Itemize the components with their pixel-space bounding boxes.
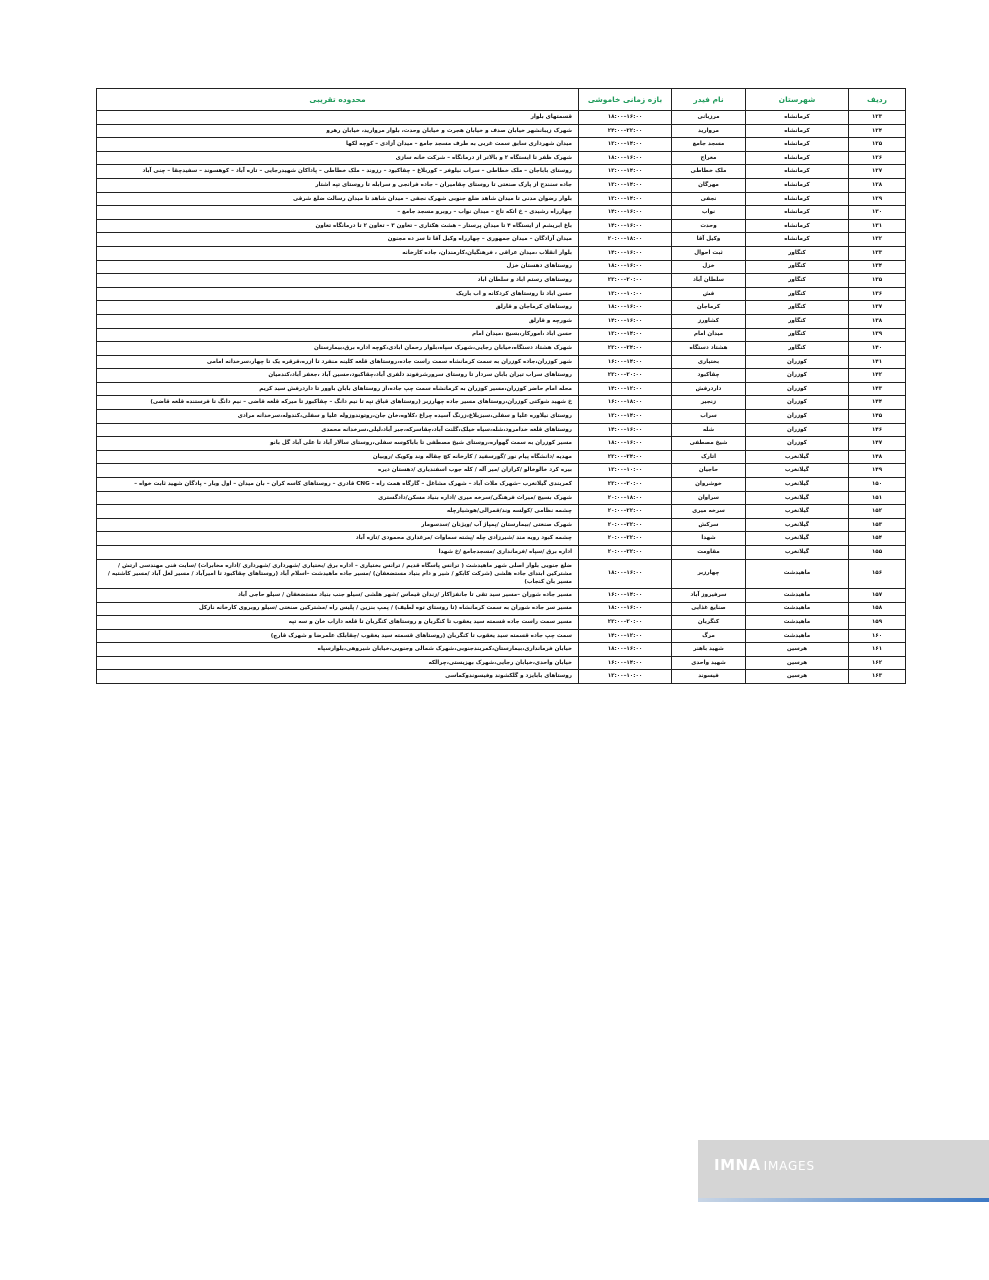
- row-number-cell: ۱۳۱: [849, 219, 906, 233]
- feeder-cell: سراوان: [672, 491, 746, 505]
- feeder-cell: شهید باهنر: [672, 643, 746, 657]
- table-row: [97, 274, 906, 288]
- time-range-cell: ۲۰:۰۰–۲۲:۰۰: [579, 274, 672, 288]
- feeder-cell: کنگربان: [672, 616, 746, 630]
- feeder-cell: مهرگان: [672, 178, 746, 192]
- time-range-cell: ۱۰:۰۰–۱۲:۰۰: [579, 670, 672, 684]
- feeder-cell: سلطان آباد: [672, 274, 746, 288]
- city-cell: کوزران: [746, 437, 849, 451]
- time-range-cell: ۱۰:۰۰–۱۲:۰۰: [579, 287, 672, 301]
- table-row: [97, 450, 906, 464]
- row-number-cell: ۱۲۷: [849, 165, 906, 179]
- city-cell: کنگاور: [746, 328, 849, 342]
- table-row: [97, 629, 906, 643]
- city-cell: گیلانغرب: [746, 450, 849, 464]
- feeder-cell: وحدت: [672, 219, 746, 233]
- row-number-cell: ۱۶۲: [849, 656, 906, 670]
- city-cell: کرمانشاه: [746, 138, 849, 152]
- feeder-cell: صنایع غذایی: [672, 602, 746, 616]
- row-number-cell: ۱۶۰: [849, 629, 906, 643]
- feeder-cell: هشتاد دستگاه: [672, 342, 746, 356]
- city-cell: کرمانشاه: [746, 124, 849, 138]
- time-range-cell: ۱۶:۰۰–۱۸:۰۰: [579, 111, 672, 125]
- row-number-cell: ۱۵۷: [849, 588, 906, 602]
- feeder-cell: ثبت احوال: [672, 246, 746, 260]
- city-cell: کنگاور: [746, 274, 849, 288]
- table-row: [97, 314, 906, 328]
- area-cell: شورچه و قارلق: [97, 314, 579, 328]
- time-range-cell: ۱۲:۰۰–۱۴:۰۰: [579, 629, 672, 643]
- feeder-cell: بختیاری: [672, 355, 746, 369]
- feeder-cell: خوشروان: [672, 478, 746, 492]
- area-cell: میدان شهرداری سابق سمت غربی به طرف مسجد جامع – میدان آزادی – کوچه لکها: [97, 138, 579, 152]
- time-range-cell: ۱۴:۰۰–۱۶:۰۰: [579, 588, 672, 602]
- table-row: [97, 355, 906, 369]
- time-range-cell: ۱۲:۰۰–۱۴:۰۰: [579, 382, 672, 396]
- area-cell: چشمه نظامی /کولسه وند/قمرالی/هوشیارچله: [97, 505, 579, 519]
- time-range-cell: ۱۶:۰۰–۱۸:۰۰: [579, 559, 672, 588]
- time-range-cell: ۲۴:۰۰–۲۲:۰۰: [579, 342, 672, 356]
- feeder-cell: نجفی: [672, 192, 746, 206]
- city-cell: گیلانغرب: [746, 532, 849, 546]
- area-cell: کمربندی گیلانغرب –شهرک ملات آباد – شهرک مشاغل – گارگاه همت راه – CNG قادری – روستاهای کاسه کران – بان میدان – اول وبار – پادگان شهید ثابت خواه –: [97, 478, 579, 492]
- feeder-cell: فش: [672, 287, 746, 301]
- feeder-cell: شیخ مصطفی: [672, 437, 746, 451]
- feeder-cell: زنجیر: [672, 396, 746, 410]
- area-cell: حسن اباد ،امورکار،بسیج ،میدان امام: [97, 328, 579, 342]
- city-cell: کرمانشاه: [746, 219, 849, 233]
- area-cell: بلوار رضوان مدنی تا میدان شاهد ضلع جنوبی شهرک نجفی – میدان شاهد تا میدان رسالت ضلع شرقی: [97, 192, 579, 206]
- table-row: [97, 410, 906, 424]
- feeder-cell: چهارزبر: [672, 559, 746, 588]
- city-cell: گیلانغرب: [746, 478, 849, 492]
- table-row: [97, 396, 906, 410]
- city-cell: کرمانشاه: [746, 178, 849, 192]
- city-cell: کنگاور: [746, 342, 849, 356]
- header-feeder: نام فیدر: [672, 89, 746, 111]
- table-row: [97, 369, 906, 383]
- time-range-cell: ۱۴:۰۰–۱۶:۰۰: [579, 355, 672, 369]
- table-row: [97, 491, 906, 505]
- time-range-cell: ۱۴:۰۰–۱۲:۰۰: [579, 165, 672, 179]
- time-range-cell: ۱۶:۰۰–۱۸:۰۰: [579, 151, 672, 165]
- feeder-cell: شله: [672, 423, 746, 437]
- city-cell: گیلانغرب: [746, 505, 849, 519]
- area-cell: اداره برق /سپاه /فرمانداری /مسجدجامع /خ شهدا: [97, 546, 579, 560]
- row-number-cell: ۱۶۳: [849, 670, 906, 684]
- feeder-cell: معراج: [672, 151, 746, 165]
- time-range-cell: ۲۲:۰۰–۲۰:۰۰: [579, 546, 672, 560]
- row-number-cell: ۱۴۹: [849, 464, 906, 478]
- city-cell: کوزران: [746, 355, 849, 369]
- time-range-cell: ۲۴:۰۰–۲۲:۰۰: [579, 450, 672, 464]
- feeder-cell: کشاورز: [672, 314, 746, 328]
- row-number-cell: ۱۵۳: [849, 518, 906, 532]
- area-cell: بیره کرد خالوخالو /کرازان /میر آله / کله جوب اسفندیاری /دهستان دیره: [97, 464, 579, 478]
- time-range-cell: ۲۰:۰۰–۲۲:۰۰: [579, 369, 672, 383]
- table-row: [97, 478, 906, 492]
- row-number-cell: ۱۲۳: [849, 111, 906, 125]
- time-range-cell: ۱۴:۰۰–۱۲:۰۰: [579, 410, 672, 424]
- area-cell: محله امام حاضر کوزران،مسیر کوزران به کرمانشاه سمت چپ جاده،از روستاهای بابان باوور تا داردرفش سید کریم: [97, 382, 579, 396]
- row-number-cell: ۱۳۳: [849, 246, 906, 260]
- row-number-cell: ۱۲۸: [849, 178, 906, 192]
- time-range-cell: ۱۶:۰۰–۱۸:۰۰: [579, 260, 672, 274]
- area-cell: سمت چپ جاده قسمته سید یعقوب تا کنگربان (روستاهای قسمته سید یعقوب /چقابلک علمرضا و شهرک قارچ): [97, 629, 579, 643]
- row-number-cell: ۱۳۰: [849, 206, 906, 220]
- area-cell: روستای نیلاوره علیا و سفلی،سبزبلاغ،زرنگ آسیده چراغ ،کلاوه،خان جان،روتوندوزوله علیا و سفلی،کندوله،سرخدانه مرادی: [97, 410, 579, 424]
- table-row: [97, 602, 906, 616]
- city-cell: هرسین: [746, 656, 849, 670]
- row-number-cell: ۱۴۲: [849, 369, 906, 383]
- table-row: [97, 670, 906, 684]
- time-range-cell: ۲۲:۰۰–۲۴:۰۰: [579, 124, 672, 138]
- row-number-cell: ۱۴۱: [849, 355, 906, 369]
- row-number-cell: ۱۵۸: [849, 602, 906, 616]
- area-cell: شهر کوزران،جاده کوزران به سمت کرمانشاه سمت راست جاده،روستاهای قلعه کلینه منفرد تا ازره،قرقره یک تا چهار،سرخدانه امامی: [97, 355, 579, 369]
- feeder-cell: اتارک: [672, 450, 746, 464]
- city-cell: کنگاور: [746, 287, 849, 301]
- feeder-cell: مروارید: [672, 124, 746, 138]
- row-number-cell: ۱۳۴: [849, 260, 906, 274]
- area-cell: چهارراه رشیدی – خ اتکه تاج – میدان نواب – روبرو مسجد جامع –: [97, 206, 579, 220]
- time-range-cell: ۱۴:۰۰–۱۲:۰۰: [579, 192, 672, 206]
- table-row: [97, 616, 906, 630]
- city-cell: کوزران: [746, 396, 849, 410]
- city-cell: کنگاور: [746, 260, 849, 274]
- time-range-cell: ۱۶:۰۰–۱۸:۰۰: [579, 301, 672, 315]
- time-range-cell: ۱۶:۰۰–۱۴:۰۰: [579, 423, 672, 437]
- city-cell: ماهیدشت: [746, 588, 849, 602]
- feeder-cell: سرخه میری: [672, 505, 746, 519]
- time-range-cell: ۲۲:۰۰–۲۰:۰۰: [579, 532, 672, 546]
- table-row: [97, 342, 906, 356]
- city-cell: کرمانشاه: [746, 233, 849, 247]
- city-cell: کوزران: [746, 369, 849, 383]
- header-city: شهرستان: [746, 89, 849, 111]
- area-cell: روستاهای سراب تیران بابان سردار تا روستای سرورشرفوند دلفری آباد،چقاکبود،حسین آباد ،جعفر آباد،کندمیان: [97, 369, 579, 383]
- feeder-cell: مقاومت: [672, 546, 746, 560]
- watermark-accent-bar: [698, 1198, 989, 1202]
- area-cell: مسیر سر جاده شوران به سمت کرمانشاه (تا روستای توه لطیف) / پمپ بنزین / پلیس راه /مشترکین صنعتی /سیلو روبروی کارخانه نازکل: [97, 602, 579, 616]
- city-cell: کنگاور: [746, 314, 849, 328]
- area-cell: روستاهای بابایزد و گلکشوند وفیسوندوکماسی: [97, 670, 579, 684]
- time-range-cell: ۱۰:۰۰–۱۲:۰۰: [579, 464, 672, 478]
- header-row-number: ردیف: [849, 89, 906, 111]
- area-cell: روستاهای رستم اباد و سلطان اباد: [97, 274, 579, 288]
- imna-logo: [714, 1156, 815, 1174]
- table-row: [97, 656, 906, 670]
- city-cell: کرمانشاه: [746, 192, 849, 206]
- time-range-cell: ۱۶:۰۰–۱۸:۰۰: [579, 437, 672, 451]
- header-time-range: بازه زمانی خاموشی: [579, 89, 672, 111]
- row-number-cell: ۱۵۹: [849, 616, 906, 630]
- city-cell: گیلانغرب: [746, 491, 849, 505]
- time-range-cell: ۲۰:۰۰–۲۲:۰۰: [579, 478, 672, 492]
- row-number-cell: ۱۴۴: [849, 396, 906, 410]
- imna-logo-main: IMNA: [714, 1156, 761, 1174]
- table-row: [97, 518, 906, 532]
- city-cell: گیلانغرب: [746, 518, 849, 532]
- feeder-cell: خزل: [672, 260, 746, 274]
- feeder-cell: ملک خطاطی: [672, 165, 746, 179]
- time-range-cell: ۱۶:۰۰–۱۸:۰۰: [579, 643, 672, 657]
- row-number-cell: ۱۲۹: [849, 192, 906, 206]
- area-cell: باغ ابریشم از ایستگاه ۴ تا میدان پرستار – هشت هکتاری – تعاون ۳ – تعاون ۲ تا درمانگاه تعاون: [97, 219, 579, 233]
- row-number-cell: ۱۴۰: [849, 342, 906, 356]
- area-cell: خیابان واحدی،خیابان رجایی،شهرک بهزیستی،چرالکه: [97, 656, 579, 670]
- time-range-cell: ۱۴:۰۰–۱۲:۰۰: [579, 328, 672, 342]
- feeder-cell: شهدا: [672, 532, 746, 546]
- table-row: [97, 192, 906, 206]
- row-number-cell: ۱۴۶: [849, 423, 906, 437]
- time-range-cell: ۱۴:۰۰–۱۲:۰۰: [579, 178, 672, 192]
- row-number-cell: ۱۵۴: [849, 532, 906, 546]
- feeder-cell: وکیل آقا: [672, 233, 746, 247]
- city-cell: ماهیدشت: [746, 629, 849, 643]
- table-row: [97, 546, 906, 560]
- table-row: [97, 178, 906, 192]
- area-cell: روستاهای دهستان خزل: [97, 260, 579, 274]
- area-cell: روستای باباجان – ملک خطاطی – سراب نیلوفر – کوربلاغ – چقاکبود – رزوند – ملک خطاطی – پاداکان شهیدرجایی – تازه آباد – کوهسوند – سفیدچقا – چنی آباد: [97, 165, 579, 179]
- city-cell: کرمانشاه: [746, 111, 849, 125]
- city-cell: ماهیدشت: [746, 616, 849, 630]
- city-cell: کرمانشاه: [746, 151, 849, 165]
- header-area: محدوده تقریبی: [97, 89, 579, 111]
- time-range-cell: ۲۲:۰۰–۲۰:۰۰: [579, 505, 672, 519]
- blackout-schedule-table-container: [96, 88, 905, 684]
- time-range-cell: ۱۸:۰۰–۲۰:۰۰: [579, 233, 672, 247]
- area-cell: شهرک صنعتی /بیمارستان /پمپاژ آب /ویژنان /سدسومار: [97, 518, 579, 532]
- table-row: [97, 423, 906, 437]
- row-number-cell: ۱۴۳: [849, 382, 906, 396]
- feeder-cell: سرکش: [672, 518, 746, 532]
- time-range-cell: ۱۸:۰۰–۱۶:۰۰: [579, 396, 672, 410]
- area-cell: روستاهای قلعه خدامرود،شله،سیاه خیلک،گلنت آباد،چقاسرکه،جبر آباد،لیلی،سرخدانه محمدی: [97, 423, 579, 437]
- table-row: [97, 464, 906, 478]
- table-row: [97, 233, 906, 247]
- table-header-row: [97, 89, 906, 111]
- time-range-cell: ۱۶:۰۰–۱۸:۰۰: [579, 602, 672, 616]
- row-number-cell: ۱۲۶: [849, 151, 906, 165]
- row-number-cell: ۱۳۵: [849, 274, 906, 288]
- table-body: [97, 111, 906, 684]
- feeder-cell: کرماجان: [672, 301, 746, 315]
- table-row: [97, 111, 906, 125]
- table-row: [97, 643, 906, 657]
- table-row: [97, 260, 906, 274]
- feeder-cell: مسجد جامع: [672, 138, 746, 152]
- row-number-cell: ۱۳۲: [849, 233, 906, 247]
- area-cell: حسن اباد تا روستاهای کردکانه و اب باریک: [97, 287, 579, 301]
- city-cell: ماهیدشت: [746, 602, 849, 616]
- feeder-cell: نواب: [672, 206, 746, 220]
- blackout-schedule-table: [96, 88, 906, 684]
- table-row: [97, 437, 906, 451]
- area-cell: مهدیه /دانشگاه پیام نور /گورسفید / کارخانه کچ چقاله وند وکویک /روبیان: [97, 450, 579, 464]
- time-range-cell: ۱۴:۰۰–۱۶:۰۰: [579, 656, 672, 670]
- city-cell: کنگاور: [746, 246, 849, 260]
- area-cell: جاده سنندج از پارک صنعتی تا روستای چقامیران – جاده فرانجی و سرابله تا روستای تپه اشتار: [97, 178, 579, 192]
- row-number-cell: ۱۵۵: [849, 546, 906, 560]
- table-row: [97, 301, 906, 315]
- time-range-cell: ۱۶:۰۰–۱۴:۰۰: [579, 246, 672, 260]
- area-cell: مسیر سمت راست جاده قسمته سید یعقوب تا کنگربان و روستاهای کنگربان تا قلعه داراب خان و سه تپه: [97, 616, 579, 630]
- row-number-cell: ۱۵۰: [849, 478, 906, 492]
- area-cell: روستاهای کرماجان و قارلق: [97, 301, 579, 315]
- feeder-cell: شهید واحدی: [672, 656, 746, 670]
- city-cell: کرمانشاه: [746, 206, 849, 220]
- area-cell: شهرک زیبانشهر خیابان صدف و خیابان هجرت و خیابان وحدت، بلوار مروارید، خیابان رهرو: [97, 124, 579, 138]
- area-cell: میدان آزادگان – میدان جمهوری – چهارراه وکیل آقا تا سر ده مجنون: [97, 233, 579, 247]
- row-number-cell: ۱۲۵: [849, 138, 906, 152]
- area-cell: شهرک هشتاد دستگاه،خیابان رجایی،شهرک سپاه،بلوار رحمان ابادی،کوچه اداره برق،بیمارستان: [97, 342, 579, 356]
- row-number-cell: ۱۳۹: [849, 328, 906, 342]
- area-cell: شهرک ظفر تا ایستگاه ۲ و بالاتر از درمانگاه – شرکت خانه سازی: [97, 151, 579, 165]
- table-row: [97, 219, 906, 233]
- table-row: [97, 206, 906, 220]
- table-row: [97, 532, 906, 546]
- area-cell: مسیر جاده شوران –مسیر سید تقی تا جانفزاکار /زندان قیماس /شهر هلشی /سیلو جنب بنیاد مستضعفان / سیلو حاجی آباد: [97, 588, 579, 602]
- table-row: [97, 165, 906, 179]
- table-row: [97, 287, 906, 301]
- area-cell: قسمتهای بلوار: [97, 111, 579, 125]
- feeder-cell: داردرفش: [672, 382, 746, 396]
- time-range-cell: ۱۶:۰۰–۱۴:۰۰: [579, 219, 672, 233]
- city-cell: کوزران: [746, 382, 849, 396]
- table-row: [97, 151, 906, 165]
- time-range-cell: ۱۶:۰۰–۱۴:۰۰: [579, 314, 672, 328]
- time-range-cell: ۱۶:۰۰–۱۴:۰۰: [579, 206, 672, 220]
- feeder-cell: حاجیان: [672, 464, 746, 478]
- table-row: [97, 138, 906, 152]
- area-cell: چشمه کبود روبه مند /شیرزادی چله /پشته سماوات /مرغداری محمودی /تازه آباد: [97, 532, 579, 546]
- area-cell: خ شهید شوکتی کوزران،روستاهای مسیر جاده چهارزبر (روستاهای قباق تپه تا نیم دانگ – چقاکبوز تا میرکه قلعه قاضی – نیم دانگ تا فرستنده قلعه قاضی): [97, 396, 579, 410]
- row-number-cell: ۱۳۶: [849, 287, 906, 301]
- time-range-cell: ۲۰:۰۰–۲۲:۰۰: [579, 616, 672, 630]
- feeder-cell: مرگ: [672, 629, 746, 643]
- table-row: [97, 124, 906, 138]
- table-row: [97, 588, 906, 602]
- row-number-cell: ۱۴۵: [849, 410, 906, 424]
- table-row: [97, 246, 906, 260]
- imna-watermark: [698, 1140, 989, 1202]
- time-range-cell: ۱۴:۰۰–۱۲:۰۰: [579, 138, 672, 152]
- feeder-cell: فیسوند: [672, 670, 746, 684]
- feeder-cell: سراب: [672, 410, 746, 424]
- feeder-cell: چقاکبود: [672, 369, 746, 383]
- area-cell: مسیر کوزران به سمت گهواره،روستای شیخ مصطفی تا باباکوسه سفلی،روستای سالار آباد تا علی آباد گل بانو: [97, 437, 579, 451]
- feeder-cell: میدان امام: [672, 328, 746, 342]
- city-cell: گیلانغرب: [746, 546, 849, 560]
- table-row: [97, 559, 906, 588]
- feeder-cell: مرزبانی: [672, 111, 746, 125]
- city-cell: کرمانشاه: [746, 165, 849, 179]
- time-range-cell: ۱۸:۰۰–۲۰:۰۰: [579, 491, 672, 505]
- city-cell: کنگاور: [746, 301, 849, 315]
- row-number-cell: ۱۶۱: [849, 643, 906, 657]
- row-number-cell: ۱۵۱: [849, 491, 906, 505]
- row-number-cell: ۱۳۷: [849, 301, 906, 315]
- city-cell: ماهیدشت: [746, 559, 849, 588]
- city-cell: گیلانغرب: [746, 464, 849, 478]
- time-range-cell: ۲۲:۰۰–۲۰:۰۰: [579, 518, 672, 532]
- row-number-cell: ۱۵۲: [849, 505, 906, 519]
- row-number-cell: ۱۵۶: [849, 559, 906, 588]
- area-cell: خیابان فرمانداری،بیمارستان،کمربندجنوبی،شهرک شمالی وجنوبی،خیابان شیروهی،بلوارسپاه: [97, 643, 579, 657]
- feeder-cell: سرفیروز آباد: [672, 588, 746, 602]
- row-number-cell: ۱۳۸: [849, 314, 906, 328]
- imna-logo-sub: IMAGES: [763, 1159, 815, 1173]
- area-cell: شهرک بسیج /میراث فرهنگی/سرخه میری /اداره بنیاد مسکن/دادگستری: [97, 491, 579, 505]
- row-number-cell: ۱۲۴: [849, 124, 906, 138]
- area-cell: بلوار انقلاب ،میدان عراقی ، فرهنگیان،کارمندان، جاده کارخانه: [97, 246, 579, 260]
- table-row: [97, 505, 906, 519]
- table-row: [97, 382, 906, 396]
- table-row: [97, 328, 906, 342]
- area-cell: ضلع جنوبی بلوار اصلی شهر ماهیدشت ( ترانس پاسگاه قدیم / ترانس بختیاری – اداره برق /بختیاری /شهرداری /شهرداری /اداره مخابرات) /سایت فنی مهندسی ارتش / مشترکین ابتدای جاده هلشی (شرکت کابکو / شیر و دام بنیاد مستضعفان) /مسیر جاده ماهیدشت –اسلام آباد (روستاهای چقاکبود تا امیرآباد / مسیر لعل آباد /مسیر کاشتیه / مسیر بان کنجاب): [97, 559, 579, 588]
- row-number-cell: ۱۴۸: [849, 450, 906, 464]
- city-cell: کوزران: [746, 410, 849, 424]
- city-cell: هرسین: [746, 643, 849, 657]
- city-cell: کوزران: [746, 423, 849, 437]
- city-cell: هرسین: [746, 670, 849, 684]
- row-number-cell: ۱۴۷: [849, 437, 906, 451]
